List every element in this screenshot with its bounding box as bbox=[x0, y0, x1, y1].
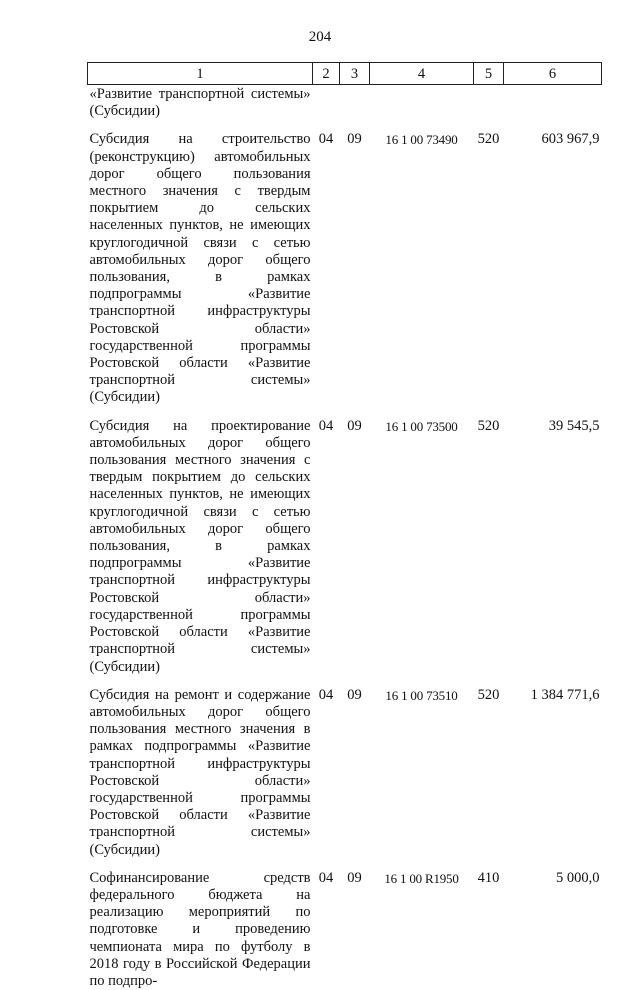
table-row bbox=[88, 676, 602, 859]
row-pr: 09 bbox=[347, 686, 362, 703]
table-row bbox=[88, 120, 602, 406]
row-vr: 520 bbox=[477, 686, 500, 703]
row-pr bbox=[340, 85, 370, 121]
header-col-3: 3 bbox=[340, 63, 370, 85]
row-vr: 520 bbox=[477, 131, 500, 148]
row-sum: 5 000,0 bbox=[556, 869, 600, 886]
table-header-row bbox=[88, 63, 602, 85]
row-csr bbox=[370, 85, 474, 121]
row-name: «Развитие транспортной системы» (Субсидии) bbox=[89, 86, 311, 120]
page-number: 204 bbox=[308, 29, 332, 45]
row-sum bbox=[504, 85, 602, 121]
row-rz: 04 bbox=[318, 131, 334, 148]
row-vr: 410 bbox=[477, 869, 500, 886]
header-col-2: 2 bbox=[313, 63, 340, 85]
row-pr: 09 bbox=[347, 417, 362, 434]
header-col-1: 1 bbox=[88, 63, 313, 85]
row-pr: 09 bbox=[347, 131, 362, 148]
row-csr: 16 1 00 R1950 bbox=[384, 870, 459, 886]
header-col-5: 5 bbox=[474, 63, 504, 85]
row-name: Субсидия на строительство (реконструкцию) автомобильных дорог общего пользования местного значения с твердым покрытием до сельских населенных пунктов, не имеющих круглогодичной связи с сетью автомобильных дорог общего пользования, в рамках подпрограммы «Развитие транспортной инфраструктуры Ростовской области» государственной программы Ростовской области «Развитие транспортной системы» (Субсидии) bbox=[89, 131, 311, 406]
row-csr: 16 1 00 73510 bbox=[385, 687, 458, 703]
row-csr: 16 1 00 73490 bbox=[385, 132, 458, 148]
row-name: Субсидия на ремонт и содержание автомобильных дорог общего пользования местного значения в рамках подпрограммы «Развитие транспортной инфраструктуры Ростовской области» государственной программы Ростовской области «Развитие транспортной системы» (Субсидии) bbox=[89, 686, 311, 858]
row-csr: 16 1 00 73500 bbox=[385, 418, 458, 434]
table-row bbox=[88, 859, 602, 990]
budget-table bbox=[87, 62, 602, 990]
row-vr: 520 bbox=[477, 417, 500, 434]
header-col-4: 4 bbox=[370, 63, 474, 85]
row-name: Софинансирование средств федерального бюджета на реализацию мероприятий по подготовке и проведению чемпионата мира по футболу в 2018 году в Российской Федерации по подпро- bbox=[89, 869, 311, 989]
table-row bbox=[88, 407, 602, 676]
row-rz: 04 bbox=[318, 686, 334, 703]
row-name: Субсидия на проектирование автомобильных дорог общего пользования местного значения с твердым покрытием до сельских населенных пунктов, не имеющих круглогодичной связи с сетью автомобильных дорог общего пользования, в рамках подпрограммы «Развитие транспортной инфраструктуры Ростовской области» государственной программы Ростовской области «Развитие транспортной системы» (Субсидии) bbox=[89, 417, 311, 675]
row-rz bbox=[313, 85, 340, 121]
row-sum: 39 545,5 bbox=[548, 417, 600, 434]
row-rz: 04 bbox=[318, 869, 334, 886]
row-pr: 09 bbox=[347, 869, 362, 886]
row-sum: 1 384 771,6 bbox=[530, 686, 600, 703]
row-rz: 04 bbox=[318, 417, 334, 434]
row-sum: 603 967,9 bbox=[541, 131, 600, 148]
header-col-6: 6 bbox=[504, 63, 602, 85]
row-vr bbox=[474, 85, 504, 121]
table-row bbox=[88, 85, 602, 121]
